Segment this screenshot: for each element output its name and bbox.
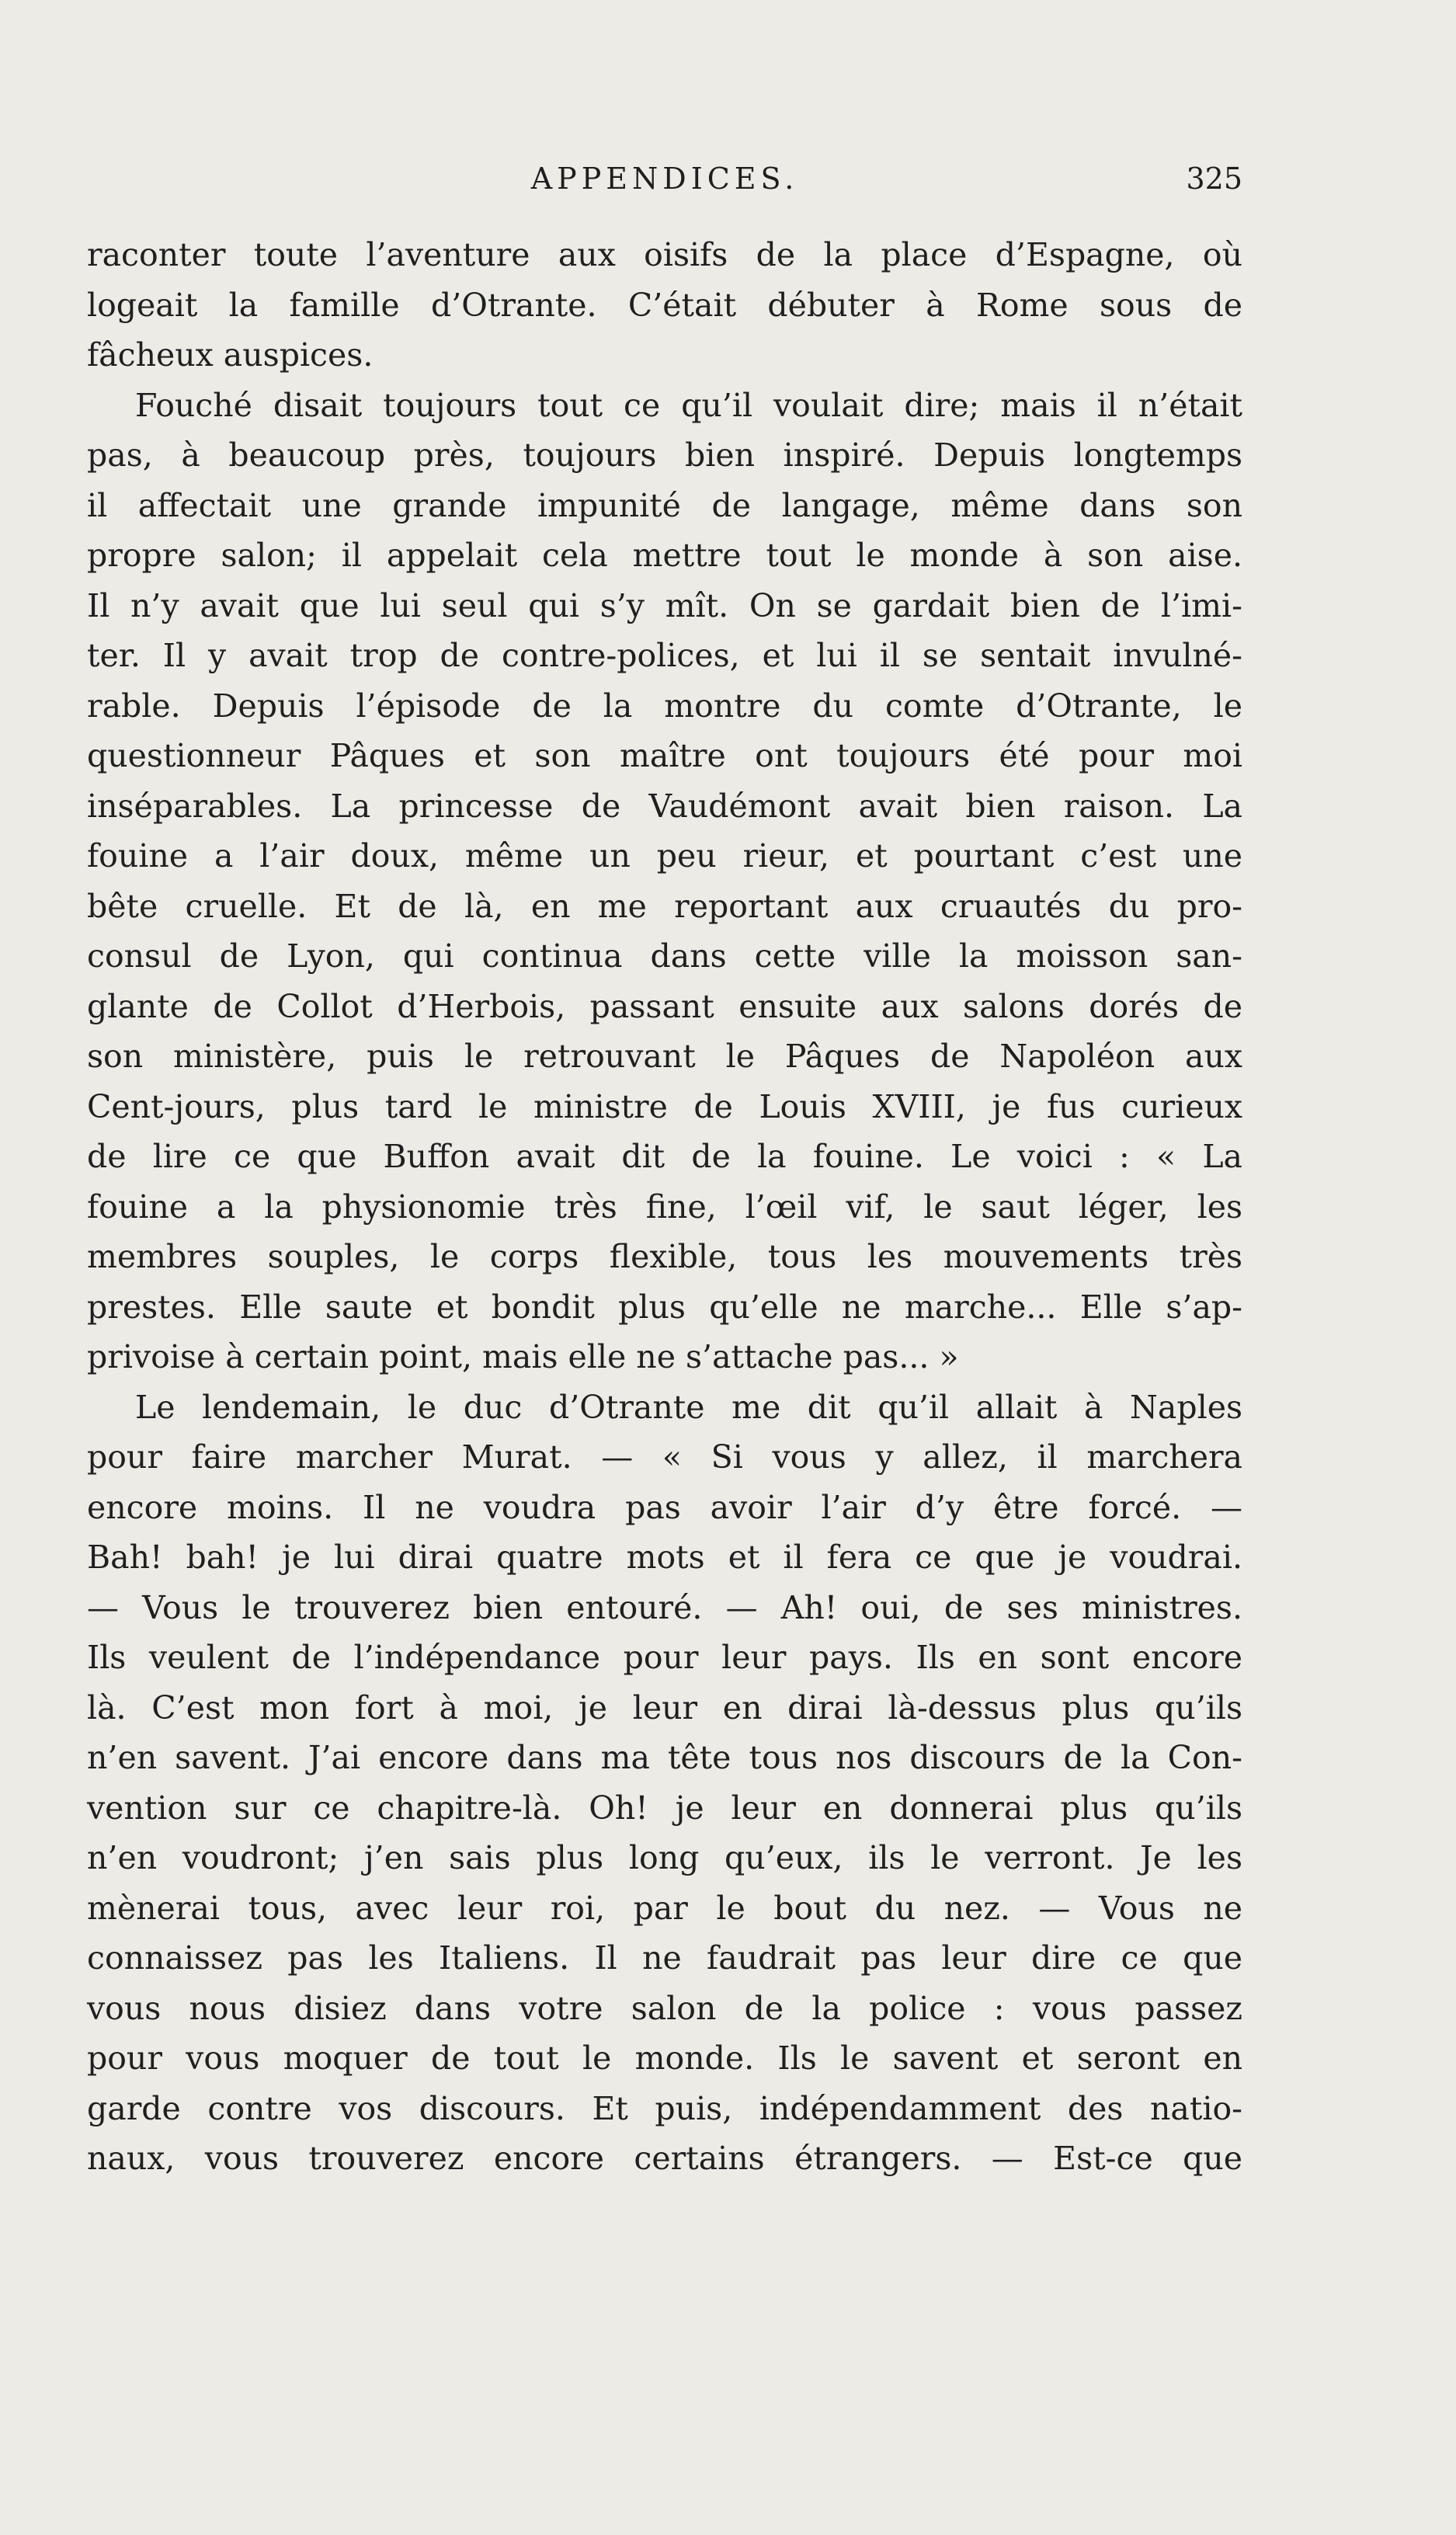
- text-line: Ils veulent de l’indépendance pour leur pays. Ils en sont encore: [87, 1639, 1242, 1676]
- text-line: pas, à beaucoup près, toujours bien inspiré. Depuis longtemps: [87, 436, 1242, 474]
- text-line: ter. Il y avait trop de contre-polices, et lui il se sentait invulné-: [87, 637, 1242, 674]
- text-line: membres souples, le corps flexible, tous les mouvements très: [87, 1238, 1242, 1275]
- text-line: — Vous le trouverez bien entouré. — Ah! oui, de ses ministres.: [87, 1588, 1242, 1626]
- running-head: APPENDICES.: [530, 162, 799, 196]
- text-line: vous nous disiez dans votre salon de la police : vous passez: [87, 1989, 1242, 2027]
- text-line: n’en voudront; j’en sais plus long qu’eux, ils le verront. Je les: [87, 1839, 1242, 1876]
- text-line: Cent-jours, plus tard le ministre de Louis XVIII, je fus curieux: [87, 1087, 1242, 1125]
- body-text: [87, 230, 1242, 2184]
- text-line: son ministère, puis le retrouvant le Pâques de Napoléon aux: [87, 1038, 1242, 1075]
- text-line: encore moins. Il ne voudra pas avoir l’air d’y être forcé. —: [87, 1488, 1242, 1526]
- text-line: fâcheux auspices.: [87, 336, 374, 374]
- text-line: il affectait une grande impunité de langage, même dans son: [87, 486, 1242, 524]
- text-line: Bah! bah! je lui dirai quatre mots et il fera ce que je voudrai.: [87, 1539, 1242, 1576]
- text-line: de lire ce que Buffon avait dit de la fouine. Le voici : « La: [87, 1138, 1242, 1175]
- text-line: bête cruelle. Et de là, en me reportant aux cruautés du pro-: [87, 887, 1242, 925]
- text-line: vention sur ce chapitre-là. Oh! je leur en donnerai plus qu’ils: [87, 1789, 1242, 1827]
- text-line: privoise à certain point, mais elle ne s’attache pas... »: [87, 1338, 959, 1375]
- page-number: 325: [1186, 162, 1242, 196]
- page-header: [87, 162, 1242, 208]
- text-line: n’en savent. J’ai encore dans ma tête tous nos discours de la Con-: [87, 1739, 1242, 1776]
- text-line: là. C’est mon fort à moi, je leur en dirai là-dessus plus qu’ils: [87, 1688, 1242, 1727]
- text-line: Il n’y avait que lui seul qui s’y mît. On se gardait bien de l’imi-: [87, 586, 1242, 624]
- text-line: garde contre vos discours. Et puis, indépendamment des natio-: [87, 2089, 1242, 2127]
- text-line: fouine a la physionomie très fine, l’œil vif, le saut léger, les: [87, 1188, 1242, 1226]
- text-line: rable. Depuis l’épisode de la montre du comte d’Otrante, le: [87, 687, 1242, 725]
- text-line: naux, vous trouverez encore certains étrangers. — Est-ce que: [87, 2140, 1242, 2177]
- text-line: connaissez pas les Italiens. Il ne faudrait pas leur dire ce que: [87, 1939, 1242, 1977]
- text-line: propre salon; il appelait cela mettre tout le monde à son aise.: [87, 537, 1242, 574]
- text-line: fouine a l’air doux, même un peu rieur, et pourtant c’est une: [87, 837, 1242, 875]
- text-line: glante de Collot d’Herbois, passant ensuite aux salons dorés de: [87, 987, 1242, 1025]
- text-line: Fouché disait toujours tout ce qu’il voulait dire; mais il n’était: [135, 386, 1242, 424]
- text-line: mènerai tous, avec leur roi, par le bout du nez. — Vous ne: [87, 1889, 1242, 1927]
- text-line: prestes. Elle saute et bondit plus qu’elle ne marche... Elle s’ap-: [87, 1288, 1242, 1326]
- text-line: inséparables. La princesse de Vaudémont avait bien raison. La: [87, 787, 1242, 825]
- text-line: consul de Lyon, qui continua dans cette ville la moisson san-: [87, 937, 1242, 975]
- text-line: pour faire marcher Murat. — « Si vous y allez, il marchera: [87, 1438, 1242, 1476]
- text-line: pour vous moquer de tout le monde. Ils le savent et seront en: [87, 2039, 1242, 2077]
- text-line: questionneur Pâques et son maître ont toujours été pour moi: [87, 737, 1242, 774]
- text-line: logeait la famille d’Otrante. C’était débuter à Rome sous de: [87, 286, 1242, 324]
- text-line: Le lendemain, le duc d’Otrante me dit qu’il allait à Naples: [135, 1388, 1242, 1426]
- text-line: raconter toute l’aventure aux oisifs de la place d’Espagne, où: [87, 236, 1242, 273]
